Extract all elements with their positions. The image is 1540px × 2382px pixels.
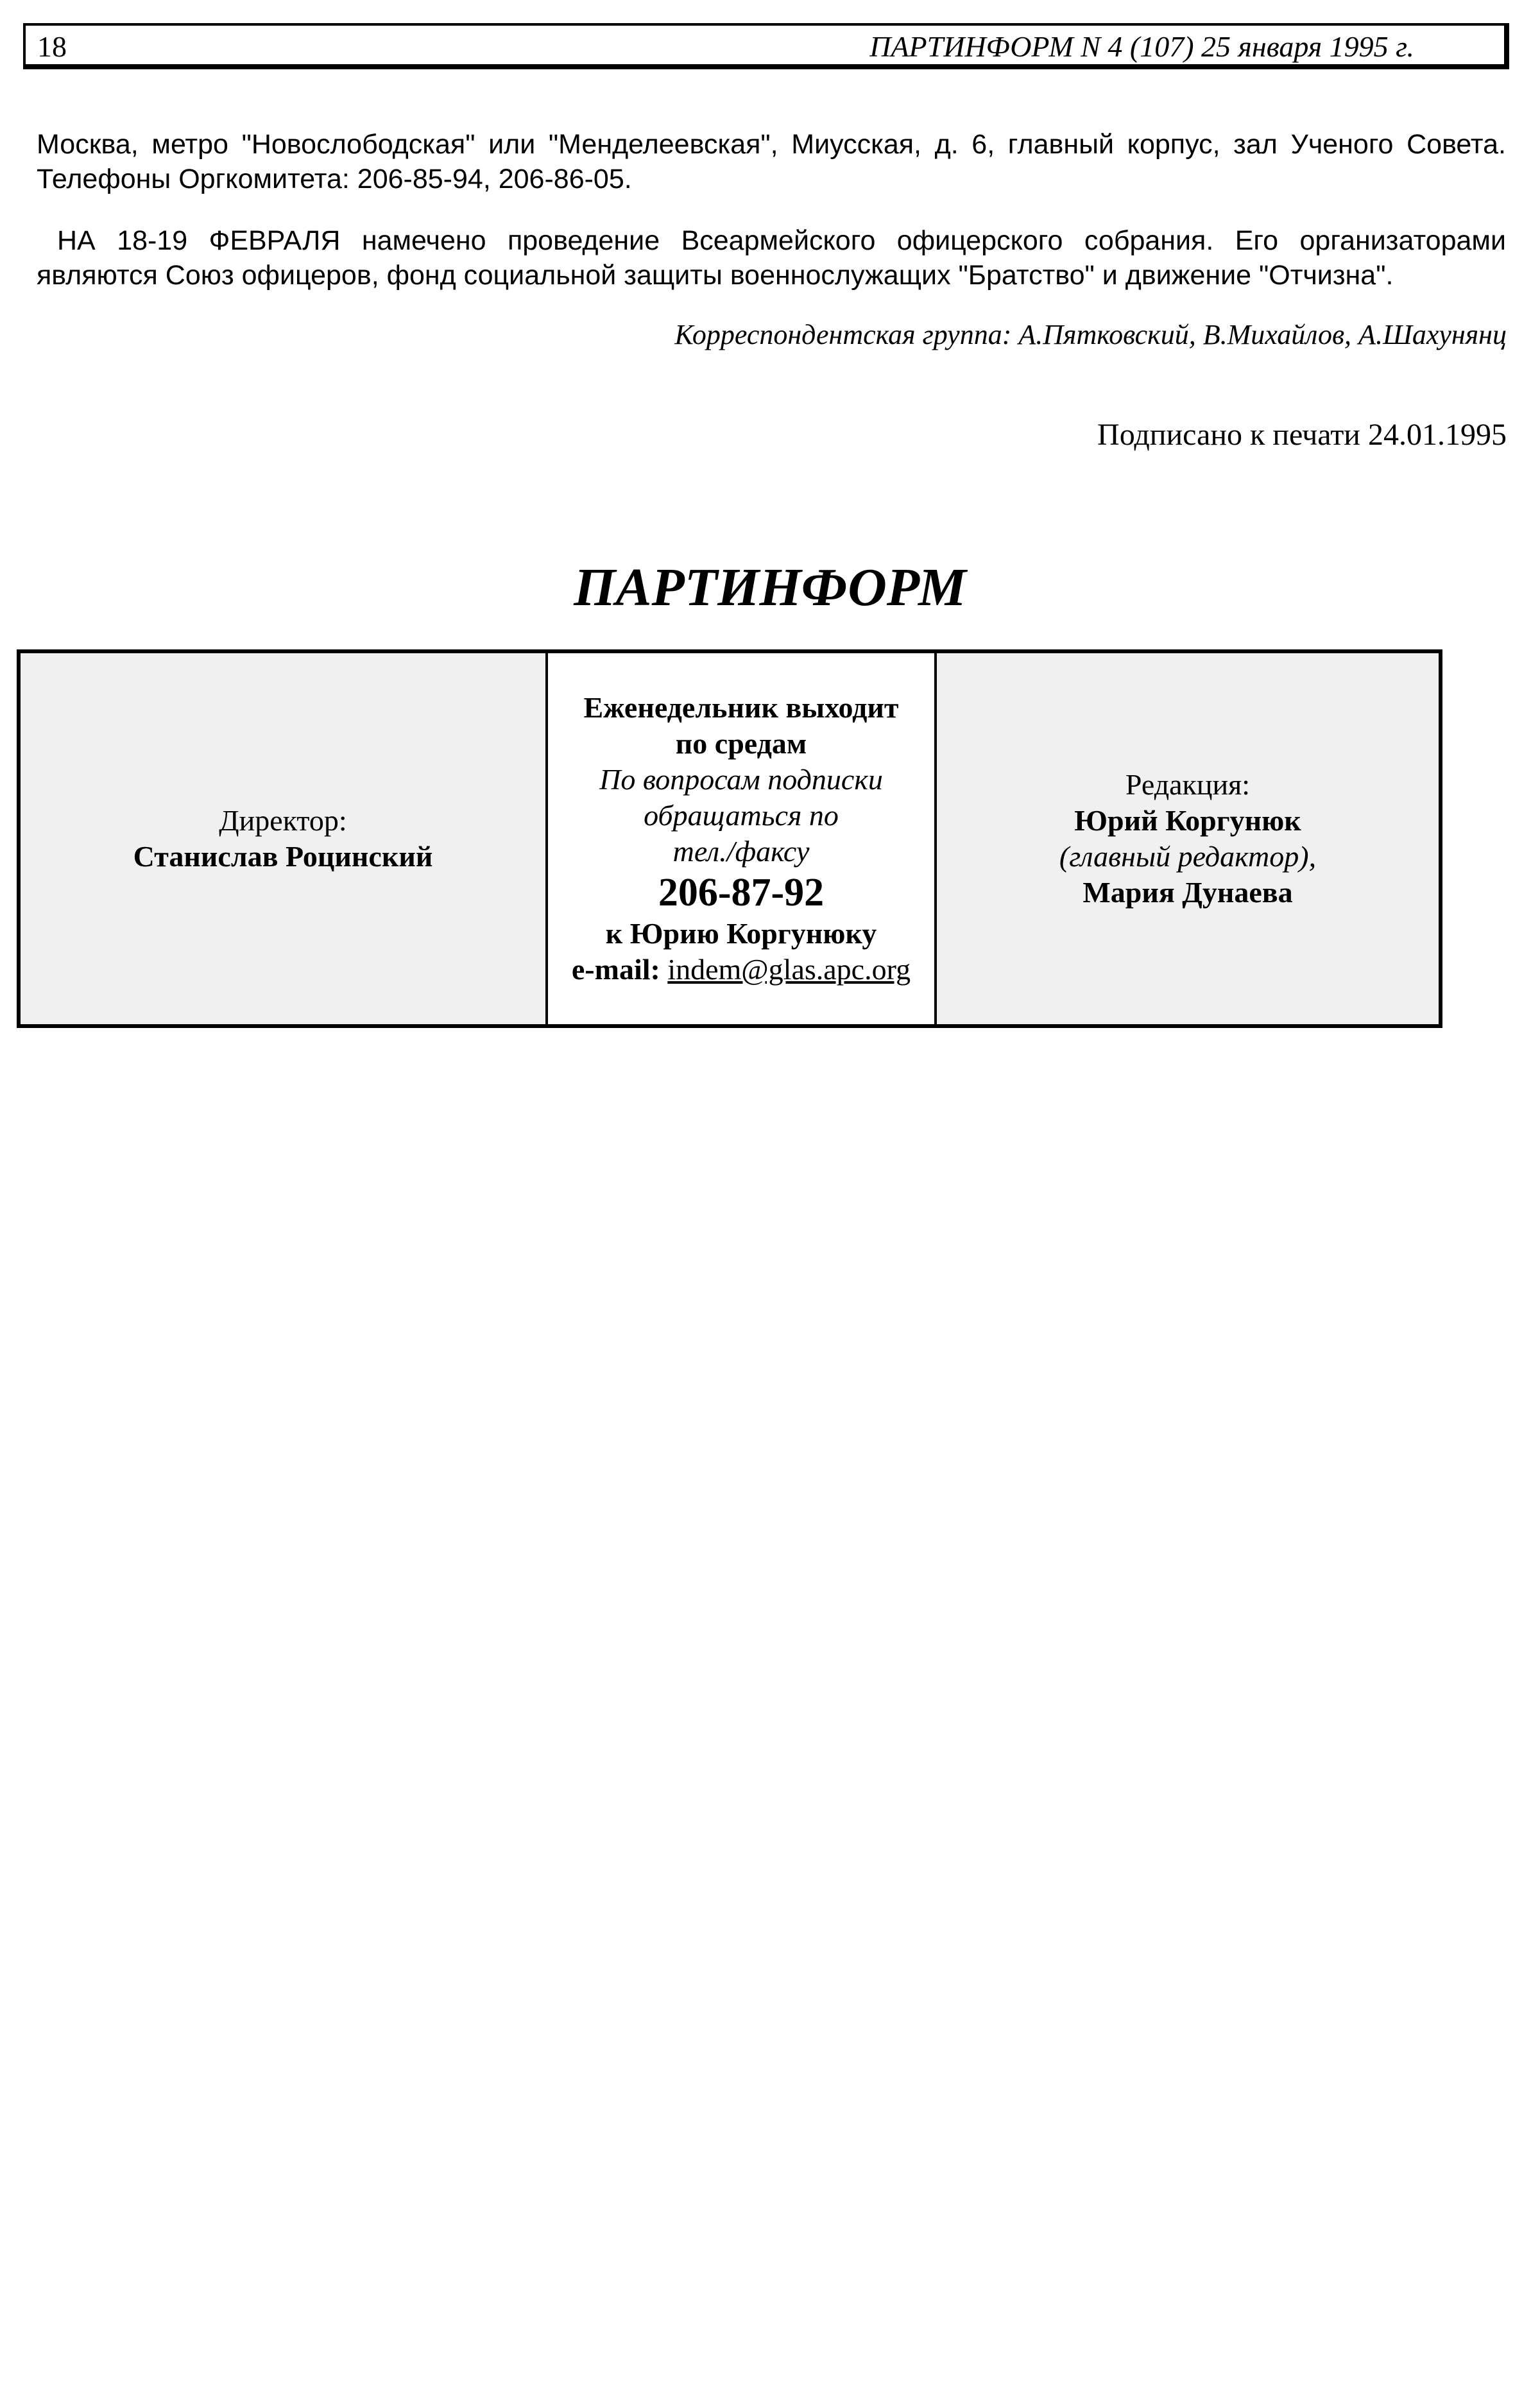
editor-name: Юрий Коргунюк [1074, 804, 1301, 837]
correspondents-credit: Корреспондентская группа: А.Пятковский, В.Михайлов, А.Шахунянц [674, 319, 1507, 350]
page-header [23, 23, 1509, 69]
director-cell [21, 653, 548, 1024]
subscription-line-1: По вопросам подписки [599, 763, 883, 796]
weekly-line-2: по средам [675, 727, 807, 760]
editorial-cell [937, 653, 1439, 1024]
email-link[interactable]: indem@glas.apc.org [667, 953, 911, 986]
imprint-table [17, 649, 1442, 1028]
subscription-line-3: тел./факсу [672, 835, 810, 868]
signed-to-print: Подписано к печати 24.01.1995 [1097, 418, 1507, 452]
editor2-name: Мария Дунаева [1082, 876, 1293, 909]
editorial-label: Редакция: [1125, 768, 1251, 801]
contact-person: к Юрию Коргунюку [605, 917, 877, 950]
assembly-paragraph: НА 18-19 ФЕВРАЛЯ намечено проведение Всеармейского офицерского собрания. Его организаторами являются Союз офицеров, фонд социальной защиты военнослужащих "Братство" и движение "Отчизна". [37, 225, 1506, 291]
email-label: e-mail: [571, 953, 660, 986]
email-row [572, 952, 911, 988]
page-number: 18 [37, 30, 67, 63]
masthead-title: ПАРТИНФОРМ [574, 558, 966, 617]
subscription-phone: 206-87-92 [658, 871, 825, 914]
header-title: ПАРТИНФОРМ N 4 (107) 25 января 1995 г. [869, 30, 1414, 63]
director-label: Директор: [219, 804, 347, 837]
director-name: Станислав Роцинский [133, 840, 433, 873]
weekly-line-1: Еженедельник выходит [583, 691, 899, 724]
subscription-cell [548, 653, 937, 1024]
address-paragraph: Москва, метро "Новослободская" или "Менделеевская", Миусская, д. 6, главный корпус, зал Ученого Совета. Телефоны Оргкомитета: 206-85-94, 206-86-05. [37, 129, 1506, 194]
subscription-line-2: обращаться по [644, 799, 839, 832]
editor-role: (главный редактор), [1059, 840, 1317, 873]
